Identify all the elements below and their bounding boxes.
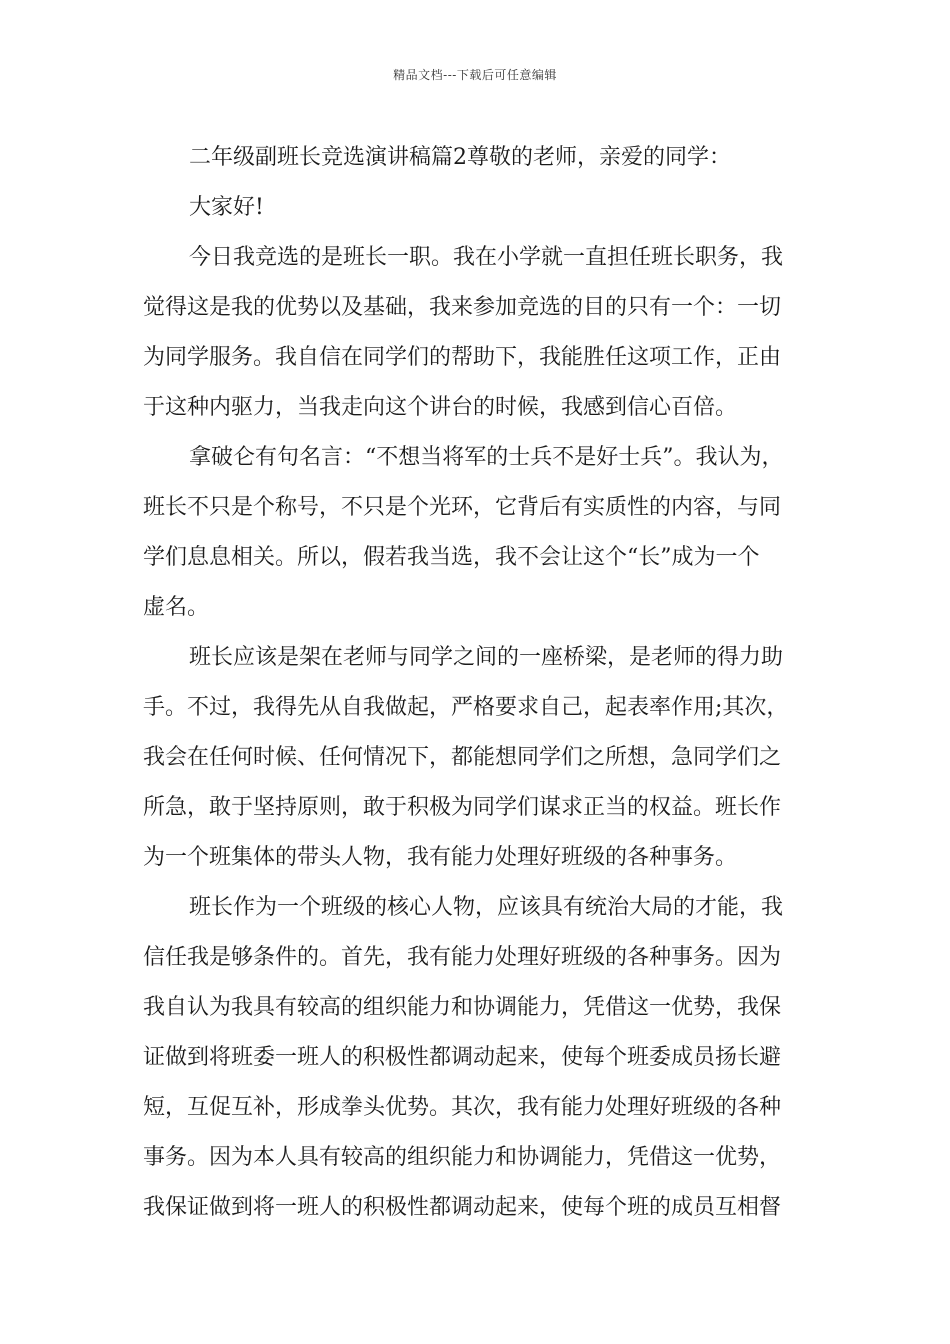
text-line: 短，互促互补，形成拳头优势。其次，我有能力处理好班级的各种 xyxy=(143,1095,782,1120)
text-line: 所急，敢于坚持原则，敢于积极为同学们谋求正当的权益。班长作 xyxy=(143,795,782,820)
text-line: 证做到将班委一班人的积极性都调动起来，使每个班委成员扬长避 xyxy=(143,1045,782,1070)
document-body xyxy=(143,133,823,1233)
text-line: 信任我是够条件的。首先，我有能力处理好班级的各种事务。因为 xyxy=(143,945,782,970)
text-line: 事务。因为本人具有较高的组织能力和协调能力，凭借这一优势， xyxy=(143,1145,782,1170)
text-line: 班长应该是架在老师与同学之间的一座桥梁，是老师的得力助 xyxy=(189,645,784,670)
text-line: 为同学服务。我自信在同学们的帮助下，我能胜任这项工作，正由 xyxy=(143,345,782,370)
text-line: 虚名。 xyxy=(143,595,210,620)
text-line: 拿破仑有句名言：“不想当将军的士兵不是好士兵”。我认为， xyxy=(189,445,784,470)
text-line: 觉得这是我的优势以及基础，我来参加竞选的目的只有一个：一切 xyxy=(143,295,782,320)
text-line: 学们息息相关。所以，假若我当选，我不会让这个“长”成为一个 xyxy=(143,545,760,570)
text-line: 为一个班集体的带头人物，我有能力处理好班级的各种事务。 xyxy=(143,845,738,870)
text-line: 班长不只是个称号，不只是个光环，它背后有实质性的内容，与同 xyxy=(143,495,782,520)
text-line: 我保证做到将一班人的积极性都调动起来，使每个班的成员互相督 xyxy=(143,1195,782,1220)
page-header: 精品文档---下载后可任意编辑 xyxy=(393,68,557,82)
text-line: 大家好! xyxy=(189,195,264,220)
text-line: 我会在任何时候、任何情况下，都能想同学们之所想，急同学们之 xyxy=(143,745,782,770)
text-line: 手。不过，我得先从自我做起，严格要求自己，起表率作用;其次， xyxy=(143,695,789,720)
text-line: 于这种内驱力，当我走向这个讲台的时候，我感到信心百倍。 xyxy=(143,395,738,420)
text-line: 我自认为我具有较高的组织能力和协调能力，凭借这一优势，我保 xyxy=(143,995,782,1020)
text-line: 二年级副班长竞选演讲稿篇2尊敬的老师，亲爱的同学： xyxy=(189,145,731,170)
text-line: 今日我竞选的是班长一职。我在小学就一直担任班长职务，我 xyxy=(189,245,784,270)
text-line: 班长作为一个班级的核心人物，应该具有统治大局的才能，我 xyxy=(189,895,784,920)
